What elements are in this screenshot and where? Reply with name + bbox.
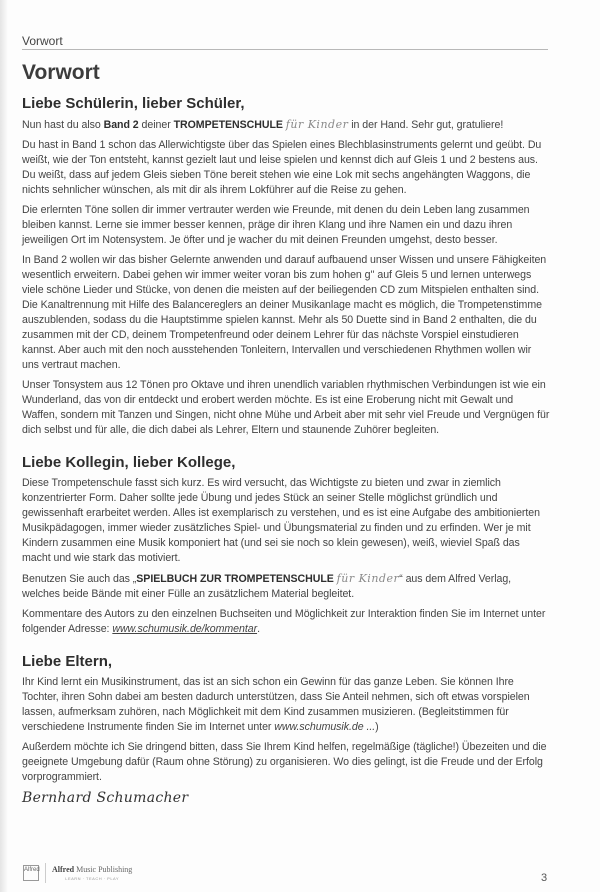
heading-students: Liebe Schülerin, lieber Schüler, [22, 95, 245, 112]
paragraph: In Band 2 wollen wir das bisher Gelernte anwenden und darauf aufbauend unser Wissen und unsere Fähigkeiten wesentlich erweitern. Dabei gehen wir immer weiter voran bis zum hohen g'' auf Gleis 5 und lernen unterwegs viele schöne Lieder und Stücke, von denen die meisten auf der beiliegenden CD zum Mitspielen enthalten sind. Die Kanaltrennung mit Hilfe des Balancereglers an deiner Musikanlage macht es möglich, die Trompetenstimme auszublenden, sodass du die Hauptstimme spielen kannst. Mehr als 50 Duette sind in Band 2 enthalten, die du zusammen mit der CD, deinem Trompetenfreund oder deinem Lehrer für das nächste Vorspiel einstudieren kannst. Aber auch mit den noch ausstehenden Tonleitern, Intervallen und verschiedenen Rhythmen wollen wir uns vertraut machen. [22, 254, 547, 371]
logo-text [52, 865, 132, 881]
page-number: 3 [541, 872, 548, 884]
band-label: Band 2 [103, 119, 139, 131]
script-subtitle: für Kinder [336, 572, 400, 585]
section-gap [22, 642, 550, 652]
paragraph [22, 675, 550, 735]
text: deiner [138, 119, 174, 131]
alfred-logo-icon: Alfred [23, 865, 39, 881]
heading-parents: Liebe Eltern, [22, 653, 113, 670]
paragraph: Du hast in Band 1 schon das Allerwichtigste über das Spielen eines Blechblasinstruments gelernt und geübt. Du weißt, wie der Ton entsteht, kannst gezielt laut und leise spielen und kennst dich auf Gleis 1 und 2 bestens aus. Du weißt, dass auf jedem Gleis sieben Töne bereit stehen wie eine Lok mit sechs angehängten Waggons, die nichts sehnlicher wünschen, als mit dir als ihrem Lokführer auf die Reise zu gehen. [22, 139, 542, 196]
section-gap [22, 443, 550, 453]
publisher-logo [23, 862, 132, 884]
text: in der Hand. Sehr gut, gratuliere! [348, 119, 504, 131]
paragraph [22, 607, 550, 637]
page-content [22, 60, 550, 806]
paragraph: Außerdem möchte ich Sie dringend bitten, dass Sie Ihrem Kind helfen, regelmäßige (tägliche!) Übezeiten und die geeignete Umgebung dafür (Raum ohne Störung) zu organisieren. Wo dies gelingt, ist die Freude und der Erfolg vorprogrammiert. [22, 741, 547, 783]
page-title: Vorwort [22, 61, 100, 84]
comment-link[interactable]: www.schumusik.de/kommentar [112, 623, 258, 635]
publisher-name [52, 865, 132, 874]
paragraph: Die erlernten Töne sollen dir immer vertrauter werden wie Freunde, mit denen du dein Leben lang zusammen bleiben kannst. Lerne sie immer besser kennen, präge dir ihren Klang und ihre Namen ein und dazu ihren jeweiligen Ort im Notensystem. Je öfter und je wacher du mit deinen Freunden umgehst, desto besser. [22, 204, 530, 246]
paragraph [22, 117, 550, 133]
book-title: TROMPETENSCHULE [173, 119, 283, 131]
book-title: SPIELBUCH ZUR TROMPETENSCHULE [136, 573, 334, 585]
paragraph: Diese Trompetenschule fasst sich kurz. Es wird versucht, das Wichtigste zu bieten und zwar in ziemlich konzentrierter Form. Daher sollte jede Übung und jedes Stück an seiner Stelle möglichst gründlich und gewissenhaft erarbeitet werden. Alles ist exemplarisch zu verstehen, und es ist eine Aufgabe des ambitionierten Musikpädagogen, immer wieder zusätzliches Spiel- und Übungsmaterial zu finden und zu erfinden. Wer je mit Kindern zusammen eine Musik komponiert hat (und sei sie noch so klein gewesen), weiß, wieviel Spaß das macht und wie stark das motiviert. [22, 477, 540, 564]
text: ) [375, 721, 379, 733]
accompaniment-link[interactable]: www.schumusik.de ... [274, 721, 376, 733]
signature: Bernhard Schumacher [22, 790, 189, 806]
script-subtitle: für Kinder [285, 118, 349, 131]
paragraph: Unser Tonsystem aus 12 Tönen pro Oktave und ihren unendlich variablen rhythmischen Verbindungen ist wie ein Wunderland, das von dir entdeckt und erobert werden möchte. Es ist eine Eroberung nicht mit Gewalt und Waffen, sondern mit Tanzen und Singen, nicht ohne Mühe und Arbeit aber mit sehr viel Freude und Vergnügen für dich selbst und für alle, die dich dabei als Lehrer, Eltern und staunende Zuhörer begleiten. [22, 379, 550, 436]
paragraph [22, 571, 550, 602]
publisher-name-bold: Alfred [52, 865, 75, 874]
logo-divider [45, 863, 46, 883]
text: Kommentare des Autors zu den einzelnen Buchseiten und Möglichkeit zur Interaktion finden Sie im Internet unter folgender Adresse: [22, 608, 546, 635]
text: Ihr Kind lernt ein Musikinstrument, das ist an sich schon ein Gewinn für das ganze Leben. Sie können Ihre Tochter, ihren Sohn dabei am besten dadurch unterstützen, dass Sie Anteil nehmen, sich oft etwas vorspielen lassen, aufmerksam zuhören, nach Möglichkeit mit dem Kind zusammen musizieren. (Begleitstimmen für verschiedene Instrumente finden Sie im Internet unter [22, 676, 530, 733]
text: Nun hast du also [22, 119, 104, 131]
page-spine-shadow [0, 0, 8, 892]
publisher-name-rest: Music Publishing [74, 865, 133, 874]
heading-colleagues: Liebe Kollegin, lieber Kollege, [22, 454, 236, 471]
text: . [257, 623, 260, 635]
publisher-tagline: LEARN · TEACH · PLAY [65, 876, 120, 881]
text: “ aus dem Alfred Verlag, welches beide Bände mit einer Fülle an zusätzlichem Material begleitet. [22, 573, 512, 600]
header-rule [22, 49, 548, 50]
running-head: Vorwort [22, 34, 63, 48]
text: Benutzen Sie auch das „ [22, 573, 137, 585]
